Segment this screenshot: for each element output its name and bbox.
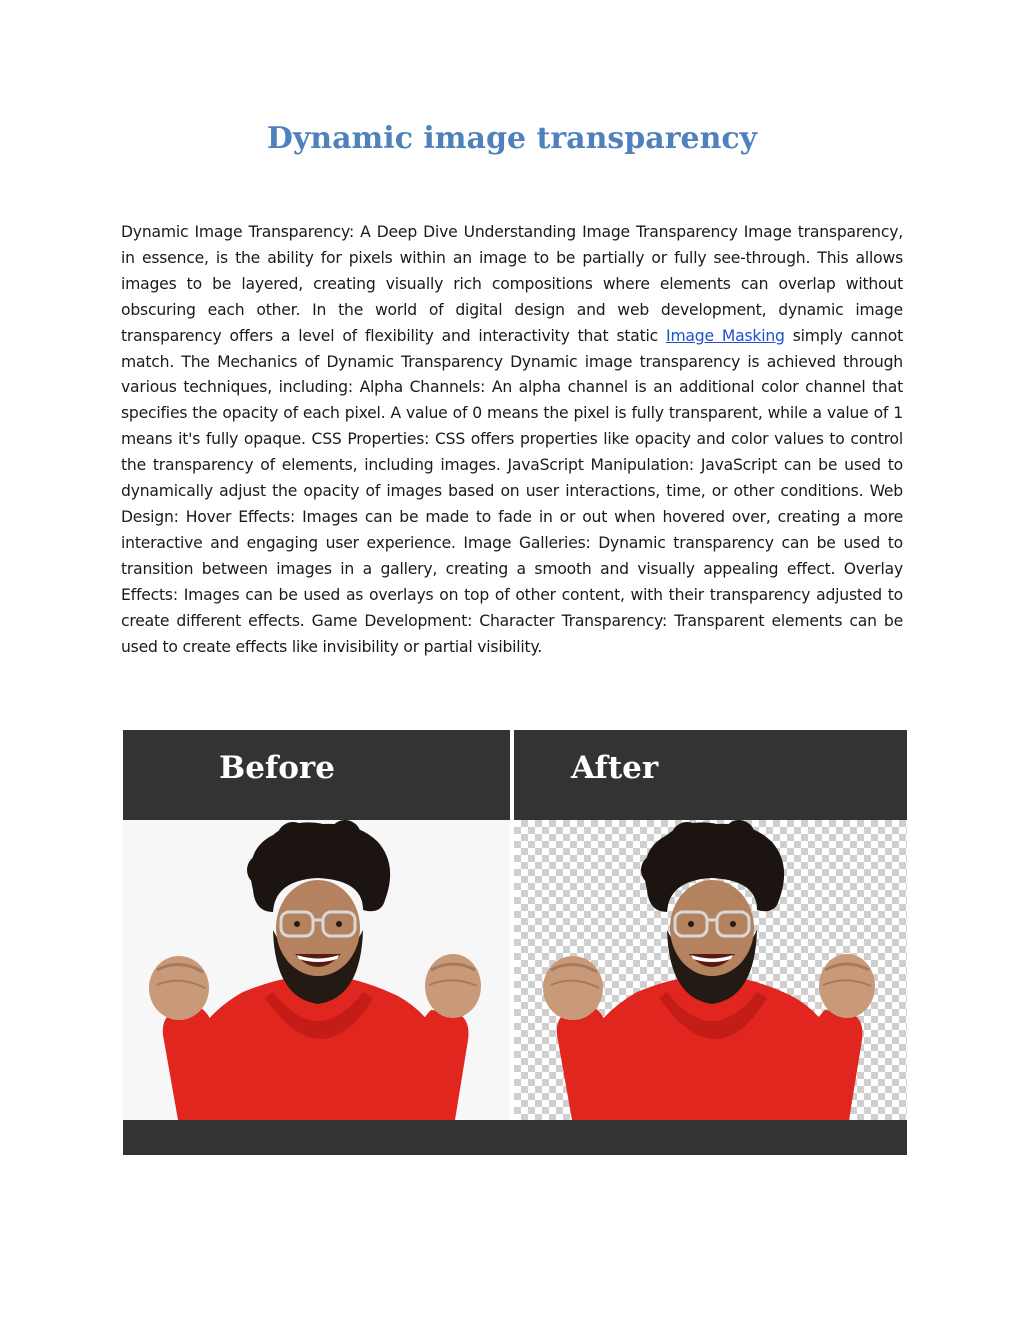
before-after-image: [123, 730, 907, 1155]
body-text-part-1: Dynamic Image Transparency: A Deep Dive Understanding Image Transparency Image transparency, in essence, is the ability for pixels within an image to be partially or fully see-through. This allows images to be layered, creating visually rich compositions where elements can overlap without obscuring each other. In the world of digital design and web development, dynamic image transparency offers a level of flexibility and interactivity that static: [121, 223, 903, 345]
after-photo-transparent-background: [514, 820, 907, 1120]
before-panel: [123, 730, 510, 1120]
after-header: [514, 730, 907, 820]
body-text-part-2: simply cannot match. The Mechanics of Dynamic Transparency Dynamic image transparency is achieved through various techniques, including: Alpha Channels: An alpha channel is an additional color channel that specifies the opacity of each pixel. A value of 0 means the pixel is fully transparent, while a value of 1 means it's fully opaque. CSS Properties: CSS offers properties like opacity and color values to control the transparency of elements, including images. JavaScript Manipulation: JavaScript can be used to dynamically adjust the opacity of images based on user interactions, time, or other conditions. Web Design: Hover Effects: Images can be made to fade in or out when hovered over, creating a more interactive and engaging user experience. Image Galleries: Dynamic transparency can be used to transition between images in a gallery, creating a smooth and visually appealing effect. Overlay Effects: Images can be used as overlays on top of other content, with their transparency adjusted to create different effects. Game Development: Character Transparency: Transparent elements can be used to create effects like invisibility or partial visibility.: [121, 326, 903, 656]
page-title: Dynamic image transparency: [266, 121, 758, 156]
body-paragraph: [121, 220, 903, 660]
before-header: [123, 730, 510, 820]
image-masking-link[interactable]: Image Masking: [666, 326, 785, 345]
after-label: After: [571, 750, 659, 786]
after-panel: [514, 730, 907, 1120]
before-photo-background: [123, 820, 510, 1120]
bottom-bar: [123, 1120, 907, 1155]
person-photo-after: [514, 820, 907, 1120]
before-label: Before: [219, 750, 335, 786]
person-photo-before: [123, 820, 510, 1120]
